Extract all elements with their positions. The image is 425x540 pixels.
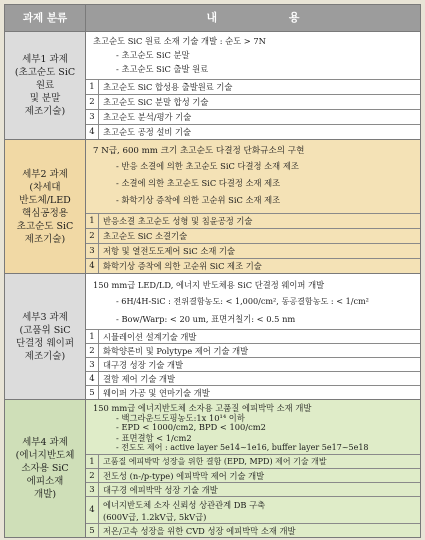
item-number: 4: [86, 497, 99, 523]
header-category: 과제 분류: [5, 5, 86, 31]
item-text: 시뮬레이션 설계기술 개발: [103, 331, 197, 342]
section-1-intro-1: - 초고순도 SiC 분말: [116, 50, 190, 60]
item-text: 화학양론비 및 Polytype 제어 기술 개발: [103, 345, 249, 356]
table-row: [86, 482, 420, 496]
item-text: 에너지반도체 소자 신뢰성 상관관계 DB 구축: [103, 500, 266, 510]
section-4-intro-3: - 표면결함 < 1/cm2: [116, 433, 192, 443]
section-2-intro-1: - 반응 소결에 의한 초고순도 SiC 다결정 소재 제조: [116, 161, 299, 171]
table-row: [86, 228, 420, 243]
item-text: 웨이퍼 가공 및 연마기술 개발: [103, 387, 210, 398]
table-row: [86, 357, 420, 371]
table-row: [86, 213, 420, 228]
item-number: 4: [86, 259, 99, 273]
table-row: [86, 109, 420, 124]
section-4-intro-4: - 전도도 제어 : active layer 5e14~1e16, buffer layer 5e17~5e18: [116, 443, 369, 452]
item-text: (600V급, 1.2kV급, 5kV급): [103, 512, 207, 522]
section-2-intro-2: - 소결에 의한 초고순도 SiC 다결정 소재 제조: [116, 178, 281, 188]
item-number: 2: [86, 95, 99, 109]
item-text: 초고순도 SiC 합성용 출발원료 기술: [103, 82, 233, 92]
section-2-label: 세부2 과제 (차세대 반도체/LED 핵심공정용 초고순도 SiC 제조기술): [5, 140, 86, 273]
table-row: [86, 329, 420, 343]
item-text: 전도성 (n-/p-type) 에피박막 제어 기술 개발: [103, 470, 265, 481]
item-number: 1: [86, 80, 99, 94]
table-row: [86, 124, 420, 139]
item-text: 결함 제어 기술 개발: [103, 373, 176, 384]
item-number: 3: [86, 110, 99, 124]
section-2: [5, 140, 420, 274]
section-2-intro-0: 7 N급, 600 mm 크기 초고순도 다결정 단화규소의 구현: [93, 146, 305, 156]
section-4-intro-2: - EPD < 1000/cm2, BPD < 100/cm2: [116, 422, 266, 432]
item-text: 대구경 성장 기술 개발: [103, 359, 184, 370]
table-row: [86, 454, 420, 468]
item-text: 화학기상 증착에 의한 고순위 SiC 제조 기술: [103, 261, 262, 271]
section-1-label: 세부1 과제 (초고순도 SiC 원료 및 분말 제조기술): [5, 32, 86, 139]
section-3-intro-0: 150 mm급 LED/LD, 에너지 반도체용 SiC 단결정 웨이퍼 개발: [93, 280, 325, 290]
table-row: [86, 243, 420, 258]
table-row: [86, 371, 420, 385]
item-text: 초고순도 SiC 분말 합성 기술: [103, 97, 209, 107]
item-number: 1: [86, 455, 99, 468]
category-table: [4, 4, 421, 538]
section-1-intro-0: 초고순도 SiC 원료 소재 기술 개발 : 순도 > 7N: [93, 36, 266, 46]
item-number: 4: [86, 125, 99, 139]
table-row: [86, 94, 420, 109]
section-3: [5, 274, 420, 400]
table-row: [86, 523, 420, 537]
item-number: 1: [86, 330, 99, 343]
section-4-intro-1: - 백그라운드도핑농도:1x 10¹⁴ 이하: [116, 413, 245, 423]
item-text: 고품질 에피박막 성장을 위한 결함 (EPD, MPD) 제어 기술 개발: [103, 457, 327, 466]
item-text: 저항 및 열전도도제어 SiC 소재 기술: [103, 246, 236, 256]
table-header: [5, 5, 420, 32]
section-1-intro-2: - 초고순도 SiC 출발 원료: [116, 64, 209, 74]
table-row: [86, 496, 420, 523]
header-content: 내 용: [206, 11, 334, 24]
section-3-intro-1: - 6H/4H-SiC : 전위결함농도: < 1,000/cm², 동공결함농도 : < 1/cm²: [116, 296, 369, 306]
item-number: 3: [86, 358, 99, 371]
item-text: 저온/고속 성장을 위한 CVD 성장 에피박막 소재 개발: [103, 525, 296, 536]
item-text: 초고순도 분석/평가 기술: [103, 112, 192, 122]
table-row: [86, 79, 420, 94]
item-number: 2: [86, 469, 99, 482]
section-3-intro-2: - Bow/Warp: < 20 um, 표면거칠기: < 0.5 nm: [116, 314, 296, 324]
table-row: [86, 343, 420, 357]
section-4: [5, 400, 420, 537]
item-number: 4: [86, 372, 99, 385]
table-row: [86, 258, 420, 273]
section-1: [5, 32, 420, 140]
item-text: 대구경 에피박막 성장 기술 개발: [103, 484, 218, 495]
section-2-intro-3: - 화학기상 증착에 의한 고순위 SiC 소재 제조: [116, 195, 281, 205]
item-number: 2: [86, 344, 99, 357]
item-text: 반응소결 초고순도 성형 및 침윤공정 기술: [103, 216, 253, 226]
item-number: 5: [86, 386, 99, 399]
item-number: 3: [86, 244, 99, 258]
item-number: 1: [86, 214, 99, 228]
table-row: [86, 468, 420, 482]
item-text: 초고순도 공정 설비 기술: [103, 127, 192, 137]
item-text: 초고순도 SiC 소결기술: [103, 231, 188, 241]
section-4-label: 세부4 과제 (에너지반도체 소자용 SiC 에피소재 개발): [5, 400, 86, 537]
item-number: 2: [86, 229, 99, 243]
item-number: 5: [86, 524, 99, 537]
table-row: [86, 385, 420, 399]
section-3-label: 세부3 과제 (고품위 SiC 단결정 웨이퍼 제조기술): [5, 274, 86, 399]
section-4-intro-0: 150 mm급 에너지반도체 소자용 고품질 에피박막 소재 개발: [93, 403, 312, 413]
item-number: 3: [86, 483, 99, 496]
